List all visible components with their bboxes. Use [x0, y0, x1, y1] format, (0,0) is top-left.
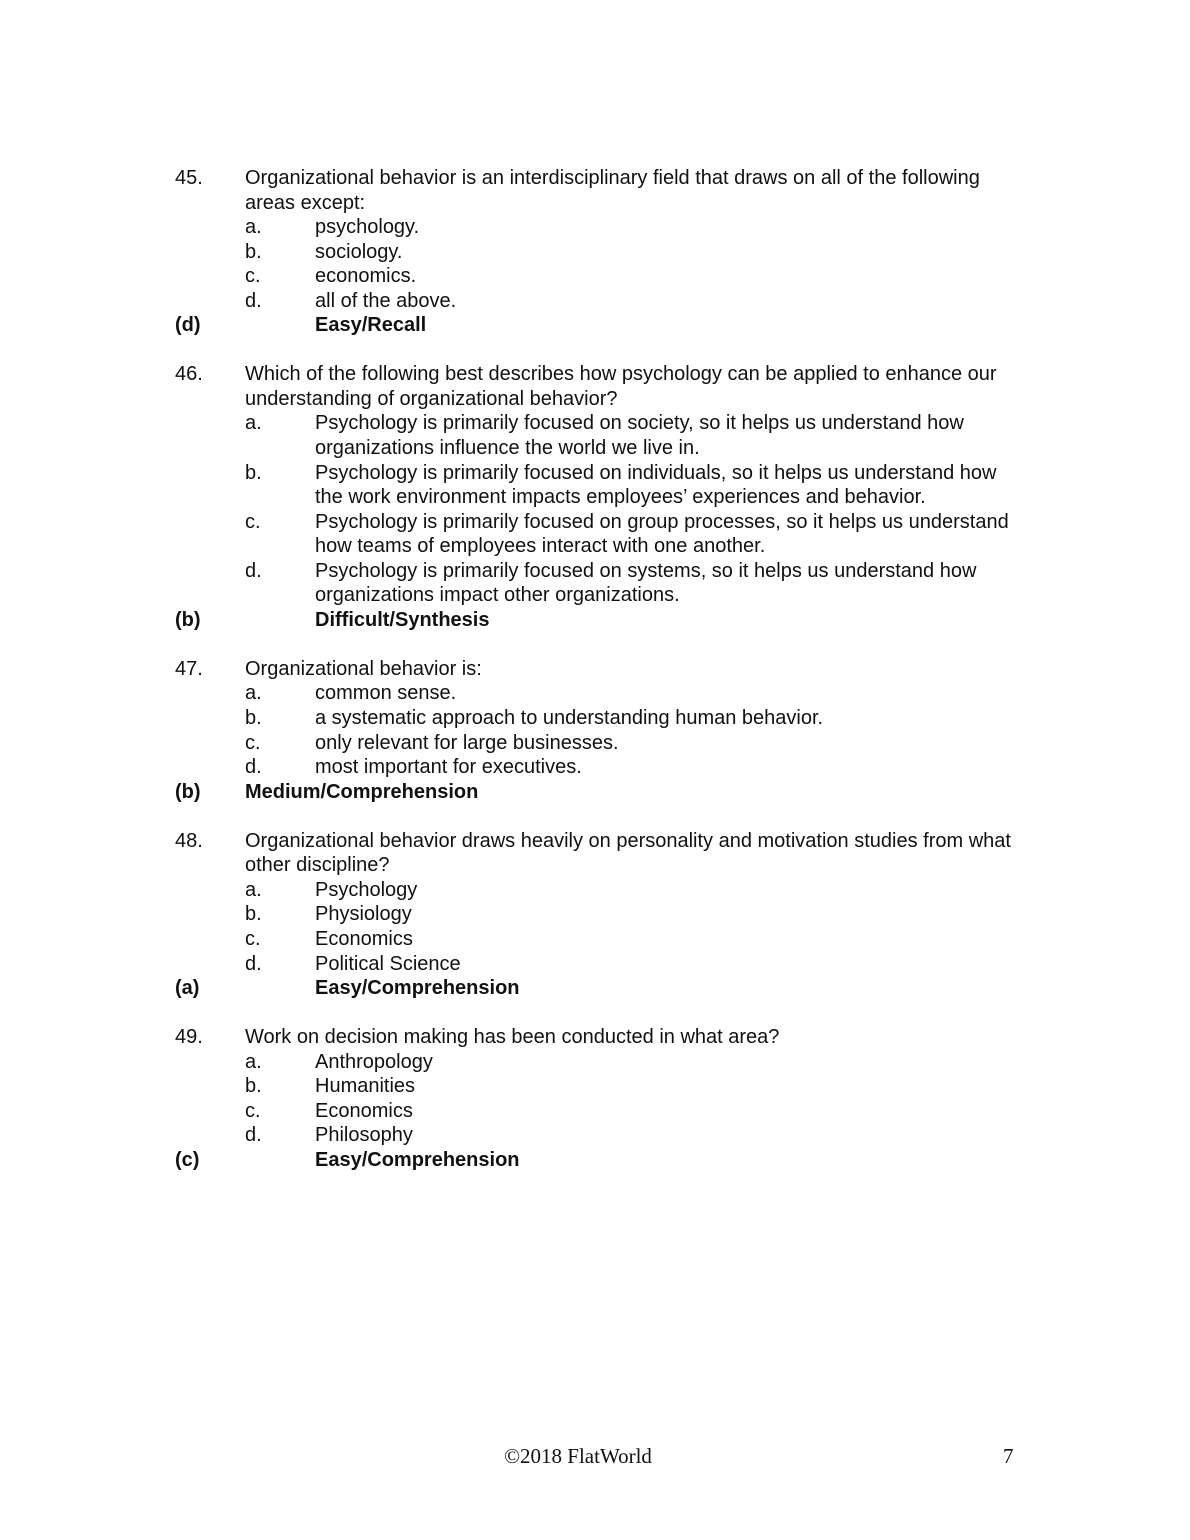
answer-key-row	[175, 780, 1035, 805]
copyright: ©2018 FlatWorld	[504, 1444, 652, 1468]
question-stem: Organizational behavior is an interdisciplinary field that draws on all of the following areas except:	[245, 167, 980, 214]
difficulty-label: Easy/Comprehension	[315, 977, 520, 1000]
question-48	[175, 829, 1035, 1001]
question-47	[175, 657, 1035, 804]
answer-option	[245, 559, 1035, 608]
option-letter: d.	[245, 559, 262, 582]
answer-key-row	[175, 976, 1035, 1001]
answer-option	[245, 461, 1035, 510]
option-letter: a.	[245, 878, 262, 901]
answer-option	[245, 510, 1035, 559]
option-text: a systematic approach to understanding human behavior.	[315, 707, 824, 730]
difficulty-label: Difficult/Synthesis	[315, 608, 490, 631]
difficulty-label: Easy/Comprehension	[315, 1148, 520, 1171]
difficulty-label: Medium/Comprehension	[245, 780, 479, 803]
question-number: 49.	[175, 1026, 203, 1049]
option-text: sociology.	[315, 240, 403, 263]
question-stem: Which of the following best describes how psychology can be applied to enhance our understanding of organizational behavior?	[245, 363, 997, 410]
option-text: Economics	[315, 1099, 413, 1122]
answer-option	[245, 902, 1035, 927]
question-49	[175, 1025, 1035, 1172]
option-text: Psychology is primarily focused on individuals, so it helps us understand how the work environment impacts employees’ experiences and behavior.	[315, 461, 997, 509]
option-letter: a.	[245, 1050, 262, 1073]
option-letter: d.	[245, 289, 262, 312]
answer-option	[245, 731, 1035, 756]
option-letter: b.	[245, 903, 262, 926]
option-text: common sense.	[315, 682, 457, 705]
question-number: 46.	[175, 363, 203, 386]
answer-option	[245, 706, 1035, 731]
page-number: 7	[1003, 1444, 1014, 1468]
answer-option	[245, 755, 1035, 780]
question-number: 45.	[175, 167, 203, 189]
option-letter: b.	[245, 461, 262, 484]
option-letter: a.	[245, 682, 262, 705]
option-letter: c.	[245, 927, 261, 950]
option-letter: b.	[245, 707, 262, 730]
question-45	[175, 166, 1035, 338]
option-text: Anthropology	[315, 1050, 433, 1073]
option-text: economics.	[315, 265, 417, 288]
question-stem: Work on decision making has been conducted in what area?	[245, 1026, 780, 1049]
option-letter: d.	[245, 952, 262, 975]
answer-key: (d)	[175, 314, 201, 337]
option-text: psychology.	[315, 216, 420, 239]
answer-option	[245, 240, 1035, 265]
option-letter: b.	[245, 240, 262, 263]
option-text: Humanities	[315, 1075, 416, 1098]
answer-key: (a)	[175, 977, 200, 1000]
option-letter: d.	[245, 1124, 262, 1147]
option-text: Psychology is primarily focused on systems, so it helps us understand how organizations impact other organizations.	[315, 559, 977, 607]
option-text: Physiology	[315, 903, 412, 926]
option-letter: c.	[245, 510, 261, 533]
question-stem-row	[175, 829, 1035, 878]
answer-key: (b)	[175, 780, 201, 803]
option-text: Psychology	[315, 878, 418, 901]
answer-key-row	[175, 313, 1035, 338]
option-letter: c.	[245, 1099, 261, 1122]
option-text: Psychology is primarily focused on society, so it helps us understand how organizations influence the world we live in.	[315, 412, 964, 460]
answer-option	[245, 1123, 1035, 1148]
option-text: Psychology is primarily focused on group processes, so it helps us understand how teams of employees interact with one another.	[315, 510, 1009, 558]
answer-key: (c)	[175, 1148, 200, 1171]
question-stem: Organizational behavior draws heavily on personality and motivation studies from what other discipline?	[245, 829, 1011, 877]
question-stem-row	[175, 657, 1035, 682]
answer-option	[245, 264, 1035, 289]
option-letter: a.	[245, 216, 262, 239]
answer-key-row	[175, 608, 1035, 633]
answer-key-row	[175, 1148, 1035, 1173]
question-46	[175, 362, 1035, 632]
option-letter: a.	[245, 412, 262, 435]
option-text: Philosophy	[315, 1124, 413, 1147]
answer-option	[245, 1050, 1035, 1075]
question-stem-row	[175, 362, 1035, 411]
question-number: 48.	[175, 829, 203, 852]
question-stem-row	[175, 1025, 1035, 1050]
answer-option	[245, 1074, 1035, 1099]
option-letter: d.	[245, 756, 262, 779]
option-letter: c.	[245, 265, 261, 288]
answer-option	[245, 1099, 1035, 1124]
question-number: 47.	[175, 657, 203, 680]
difficulty-label: Easy/Recall	[315, 314, 427, 337]
option-letter: c.	[245, 731, 261, 754]
answer-option	[245, 289, 1035, 314]
question-list	[175, 166, 1035, 1197]
answer-key: (b)	[175, 608, 201, 631]
option-text: Economics	[315, 927, 413, 950]
answer-option	[245, 878, 1035, 903]
question-stem: Organizational behavior is:	[245, 657, 482, 680]
option-text: Political Science	[315, 952, 461, 975]
answer-option	[245, 215, 1035, 240]
option-text: only relevant for large businesses.	[315, 731, 619, 754]
option-text: all of the above.	[315, 289, 457, 312]
answer-option	[245, 927, 1035, 952]
option-text: most important for executives.	[315, 756, 582, 779]
answer-option	[245, 411, 1035, 460]
question-stem-row	[175, 166, 1035, 215]
option-letter: b.	[245, 1075, 262, 1098]
answer-option	[245, 681, 1035, 706]
answer-option	[245, 952, 1035, 977]
